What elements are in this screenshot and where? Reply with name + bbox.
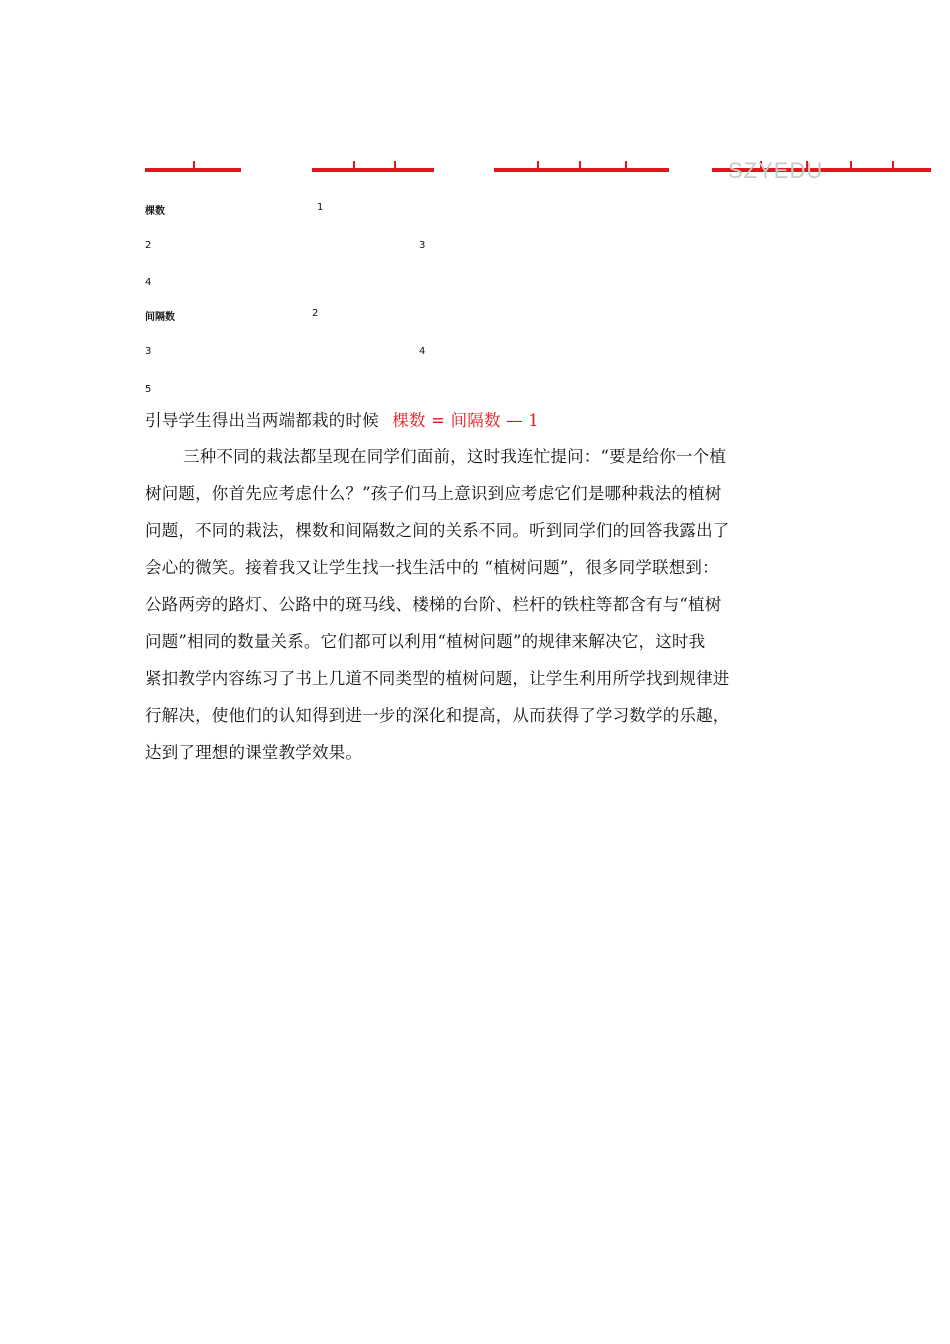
intervals-value: 3: [145, 346, 152, 357]
diagram-line: [494, 168, 669, 172]
intervals-value: 5: [145, 384, 152, 395]
diagram-tick: [625, 161, 627, 171]
trees-value: 4: [145, 277, 152, 288]
diagram-tick: [892, 161, 894, 171]
paragraph-line: 紧扣教学内容练习了书上几道不同类型的植树问题，让学生利用所学找到规律进: [145, 669, 730, 688]
conclusion-text: 引导学生得出当两端都栽的时候: [145, 411, 379, 430]
diagram-line: [312, 168, 434, 172]
conclusion-line: [145, 410, 539, 432]
paragraph-line: 公路两旁的路灯、公路中的斑马线、楼梯的台阶、栏杆的铁柱等都含有与“植树: [145, 595, 722, 614]
row-label-intervals: 间隔数: [145, 312, 175, 323]
paragraph-line: 问题，不同的栽法，棵数和间隔数之间的关系不同。听到同学们的回答我露出了: [145, 521, 730, 540]
intervals-value: 4: [419, 346, 426, 357]
row-label-trees: 棵数: [145, 206, 165, 217]
diagram-tick: [850, 161, 852, 171]
trees-value: 2: [145, 240, 152, 251]
trees-value: 3: [419, 240, 426, 251]
paragraph-line: 达到了理想的课堂教学效果。: [145, 743, 363, 762]
intervals-value: 2: [312, 308, 319, 319]
trees-value: 1: [317, 202, 324, 213]
diagram-tick: [579, 161, 581, 171]
paragraph-line: 三种不同的栽法都呈现在同学们面前，这时我连忙提问：“要是给你一个植: [183, 447, 727, 466]
paragraph-line: 树问题，你首先应考虑什么？”孩子们马上意识到应考虑它们是哪种栽法的植树: [145, 484, 722, 503]
diagram-tick: [537, 161, 539, 171]
paragraph-line: 行解决，使他们的认知得到进一步的深化和提高，从而获得了学习数学的乐趣，: [145, 706, 730, 725]
diagram-tick: [353, 161, 355, 171]
paragraph-line: 问题”相同的数量关系。它们都可以利用“植树问题”的规律来解决它，这时我: [145, 632, 706, 651]
paragraph-line: 会心的微笑。接着我又让学生找一找生活中的 “植树问题”，很多同学联想到：: [145, 558, 719, 577]
diagram-tick: [394, 161, 396, 171]
watermark: SZYEDU: [728, 158, 824, 183]
formula: 棵数 = 间隔数 — 1: [392, 411, 539, 430]
diagram-tick: [193, 161, 195, 171]
